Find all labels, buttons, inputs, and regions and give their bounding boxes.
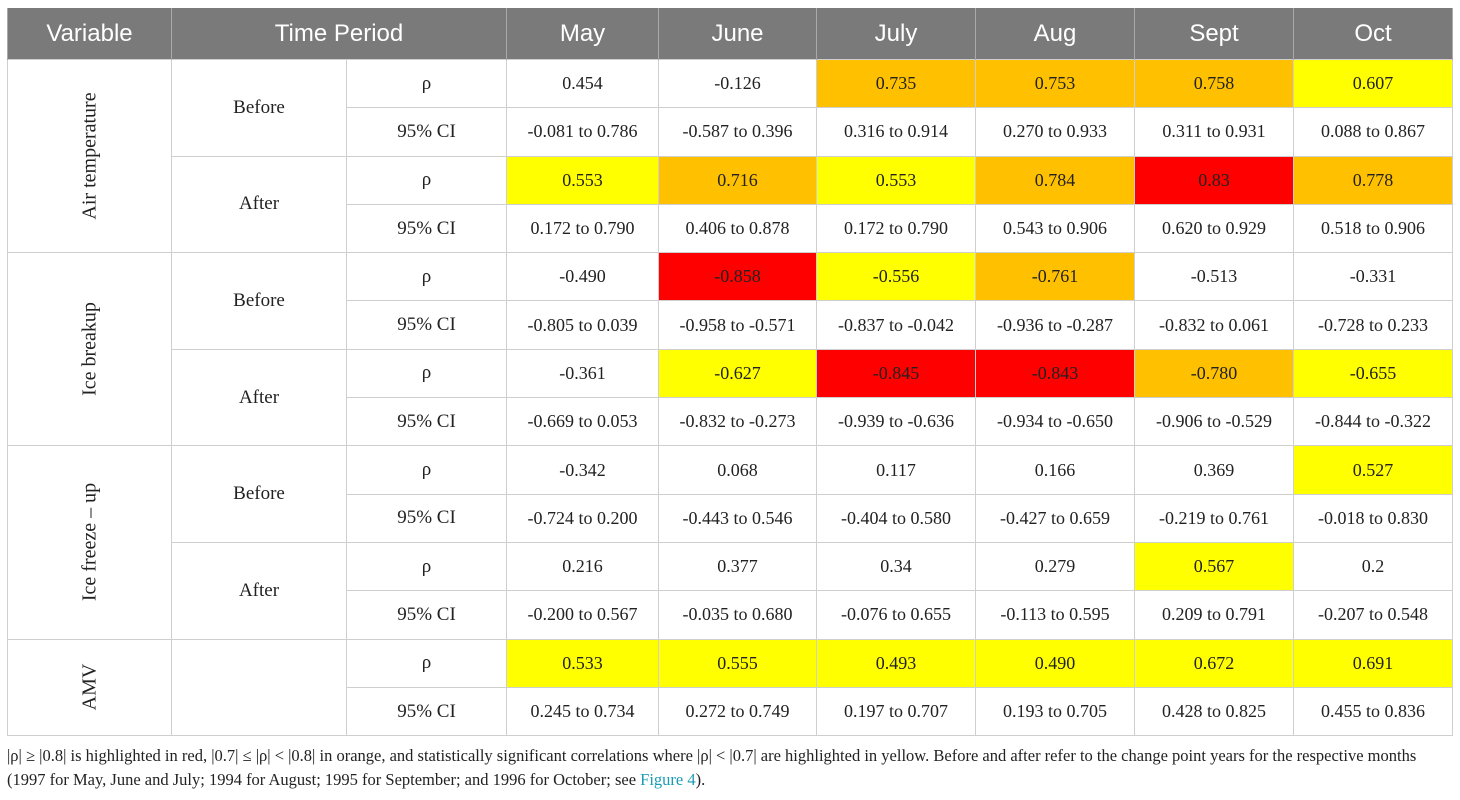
correlation-table-container: [7, 8, 1452, 736]
rho-label-cell: ρ: [347, 349, 507, 397]
rho-value-cell: 0.553: [817, 156, 976, 204]
variable-label: Ice freeze – up: [78, 483, 100, 602]
ci-value-cell: -0.939 to -0.636: [817, 398, 976, 446]
header-month: Oct: [1294, 8, 1453, 60]
rho-value-cell: -0.556: [817, 253, 976, 301]
rho-value-cell: 0.784: [976, 156, 1135, 204]
ci-value-cell: 0.172 to 0.790: [817, 204, 976, 252]
ci-value-cell: -0.587 to 0.396: [659, 108, 817, 156]
ci-value-cell: 0.272 to 0.749: [659, 687, 817, 735]
rho-value-cell: 0.672: [1135, 639, 1294, 687]
rho-value-cell: 0.83: [1135, 156, 1294, 204]
variable-cell: [8, 253, 172, 446]
ci-value-cell: 0.455 to 0.836: [1294, 687, 1453, 735]
rho-value-cell: 0.758: [1135, 60, 1294, 108]
time-period-cell: Before: [172, 253, 347, 350]
ci-value-cell: -0.076 to 0.655: [817, 591, 976, 639]
rho-label-cell: ρ: [347, 253, 507, 301]
rho-value-cell: 0.490: [976, 639, 1135, 687]
ci-value-cell: -0.837 to -0.042: [817, 301, 976, 349]
ci-value-cell: 0.311 to 0.931: [1135, 108, 1294, 156]
rho-value-cell: -0.655: [1294, 349, 1453, 397]
table-row-rho: [8, 253, 1453, 301]
rho-value-cell: 0.567: [1135, 542, 1294, 590]
variable-cell: [8, 446, 172, 639]
ci-value-cell: -0.906 to -0.529: [1135, 398, 1294, 446]
ci-value-cell: -0.113 to 0.595: [976, 591, 1135, 639]
header-time-period: Time Period: [172, 8, 507, 60]
ci-value-cell: -0.035 to 0.680: [659, 591, 817, 639]
time-period-cell: After: [172, 542, 347, 639]
rho-value-cell: 0.279: [976, 542, 1135, 590]
time-period-cell: Before: [172, 60, 347, 157]
rho-value-cell: 0.454: [507, 60, 659, 108]
ci-value-cell: -0.958 to -0.571: [659, 301, 817, 349]
ci-value-cell: 0.620 to 0.929: [1135, 204, 1294, 252]
table-row-rho: [8, 542, 1453, 590]
time-period-cell: Before: [172, 446, 347, 543]
rho-value-cell: 0.2: [1294, 542, 1453, 590]
rho-value-cell: 0.068: [659, 446, 817, 494]
ci-value-cell: -0.207 to 0.548: [1294, 591, 1453, 639]
header-row: [8, 8, 1453, 60]
rho-value-cell: 0.533: [507, 639, 659, 687]
rho-value-cell: -0.513: [1135, 253, 1294, 301]
ci-value-cell: -0.443 to 0.546: [659, 494, 817, 542]
rho-value-cell: 0.377: [659, 542, 817, 590]
footnote-text: |ρ| ≥ |0.8| is highlighted in red, |0.7| ≤ |ρ| < |0.8| in orange, and statistically significant correlations where |ρ| < |0.7| are highlighted in yellow. Before and after refer to the change point years for the respective months (1997 for May, June and July; 1994 for August; 1995 for September; and 1996 for October; see: [7, 746, 1417, 789]
rho-value-cell: 0.778: [1294, 156, 1453, 204]
ci-value-cell: 0.543 to 0.906: [976, 204, 1135, 252]
ci-value-cell: 0.518 to 0.906: [1294, 204, 1453, 252]
ci-value-cell: -0.081 to 0.786: [507, 108, 659, 156]
header-variable: Variable: [8, 8, 172, 60]
ci-label-cell: 95% CI: [347, 687, 507, 735]
ci-value-cell: 0.270 to 0.933: [976, 108, 1135, 156]
rho-value-cell: 0.716: [659, 156, 817, 204]
ci-value-cell: 0.088 to 0.867: [1294, 108, 1453, 156]
header-month: June: [659, 8, 817, 60]
rho-value-cell: 0.735: [817, 60, 976, 108]
table-row-rho: [8, 349, 1453, 397]
header-month: Sept: [1135, 8, 1294, 60]
rho-value-cell: -0.627: [659, 349, 817, 397]
variable-cell: [8, 639, 172, 736]
rho-value-cell: 0.691: [1294, 639, 1453, 687]
ci-label-cell: 95% CI: [347, 494, 507, 542]
ci-value-cell: -0.832 to 0.061: [1135, 301, 1294, 349]
ci-value-cell: 0.172 to 0.790: [507, 204, 659, 252]
table-row-rho: [8, 60, 1453, 108]
variable-label: Air temperature: [78, 92, 100, 220]
time-period-cell: After: [172, 156, 347, 253]
ci-value-cell: -0.728 to 0.233: [1294, 301, 1453, 349]
rho-value-cell: -0.331: [1294, 253, 1453, 301]
time-period-cell: After: [172, 349, 347, 446]
rho-value-cell: -0.361: [507, 349, 659, 397]
ci-value-cell: 0.245 to 0.734: [507, 687, 659, 735]
variable-label: Ice breakup: [78, 302, 100, 397]
footnote-end: ).: [695, 770, 706, 789]
ci-value-cell: -0.832 to -0.273: [659, 398, 817, 446]
time-period-cell: [172, 639, 347, 736]
rho-value-cell: 0.553: [507, 156, 659, 204]
variable-label: AMV: [78, 664, 100, 711]
header-month: May: [507, 8, 659, 60]
ci-value-cell: 0.406 to 0.878: [659, 204, 817, 252]
rho-value-cell: 0.166: [976, 446, 1135, 494]
table-row-rho: [8, 639, 1453, 687]
ci-value-cell: 0.209 to 0.791: [1135, 591, 1294, 639]
rho-value-cell: -0.490: [507, 253, 659, 301]
rho-value-cell: 0.369: [1135, 446, 1294, 494]
header-month: Aug: [976, 8, 1135, 60]
table-row-rho: [8, 156, 1453, 204]
table-body: [8, 60, 1453, 736]
rho-value-cell: 0.493: [817, 639, 976, 687]
ci-value-cell: -0.805 to 0.039: [507, 301, 659, 349]
rho-value-cell: 0.753: [976, 60, 1135, 108]
rho-value-cell: -0.843: [976, 349, 1135, 397]
ci-value-cell: -0.934 to -0.650: [976, 398, 1135, 446]
table-row-rho: [8, 446, 1453, 494]
ci-value-cell: -0.200 to 0.567: [507, 591, 659, 639]
rho-label-cell: ρ: [347, 60, 507, 108]
rho-value-cell: 0.555: [659, 639, 817, 687]
ci-value-cell: 0.193 to 0.705: [976, 687, 1135, 735]
ci-value-cell: -0.669 to 0.053: [507, 398, 659, 446]
ci-value-cell: -0.018 to 0.830: [1294, 494, 1453, 542]
header-month: July: [817, 8, 976, 60]
ci-label-cell: 95% CI: [347, 398, 507, 446]
ci-value-cell: 0.428 to 0.825: [1135, 687, 1294, 735]
ci-label-cell: 95% CI: [347, 108, 507, 156]
ci-value-cell: -0.219 to 0.761: [1135, 494, 1294, 542]
rho-value-cell: -0.342: [507, 446, 659, 494]
ci-value-cell: -0.844 to -0.322: [1294, 398, 1453, 446]
rho-label-cell: ρ: [347, 542, 507, 590]
rho-value-cell: -0.126: [659, 60, 817, 108]
ci-value-cell: 0.197 to 0.707: [817, 687, 976, 735]
rho-label-cell: ρ: [347, 156, 507, 204]
rho-label-cell: ρ: [347, 446, 507, 494]
ci-value-cell: -0.724 to 0.200: [507, 494, 659, 542]
rho-value-cell: 0.34: [817, 542, 976, 590]
ci-label-cell: 95% CI: [347, 301, 507, 349]
ci-value-cell: -0.404 to 0.580: [817, 494, 976, 542]
ci-value-cell: -0.427 to 0.659: [976, 494, 1135, 542]
variable-cell: [8, 60, 172, 253]
ci-label-cell: 95% CI: [347, 204, 507, 252]
rho-label-cell: ρ: [347, 639, 507, 687]
rho-value-cell: 0.117: [817, 446, 976, 494]
rho-value-cell: 0.527: [1294, 446, 1453, 494]
ci-value-cell: -0.936 to -0.287: [976, 301, 1135, 349]
rho-value-cell: -0.780: [1135, 349, 1294, 397]
correlation-table: [7, 8, 1453, 736]
ci-value-cell: 0.316 to 0.914: [817, 108, 976, 156]
table-footnote: [7, 744, 1455, 792]
rho-value-cell: -0.858: [659, 253, 817, 301]
rho-value-cell: -0.845: [817, 349, 976, 397]
rho-value-cell: 0.607: [1294, 60, 1453, 108]
rho-value-cell: 0.216: [507, 542, 659, 590]
rho-value-cell: -0.761: [976, 253, 1135, 301]
ci-label-cell: 95% CI: [347, 591, 507, 639]
figure-4-link[interactable]: Figure 4: [640, 770, 696, 789]
